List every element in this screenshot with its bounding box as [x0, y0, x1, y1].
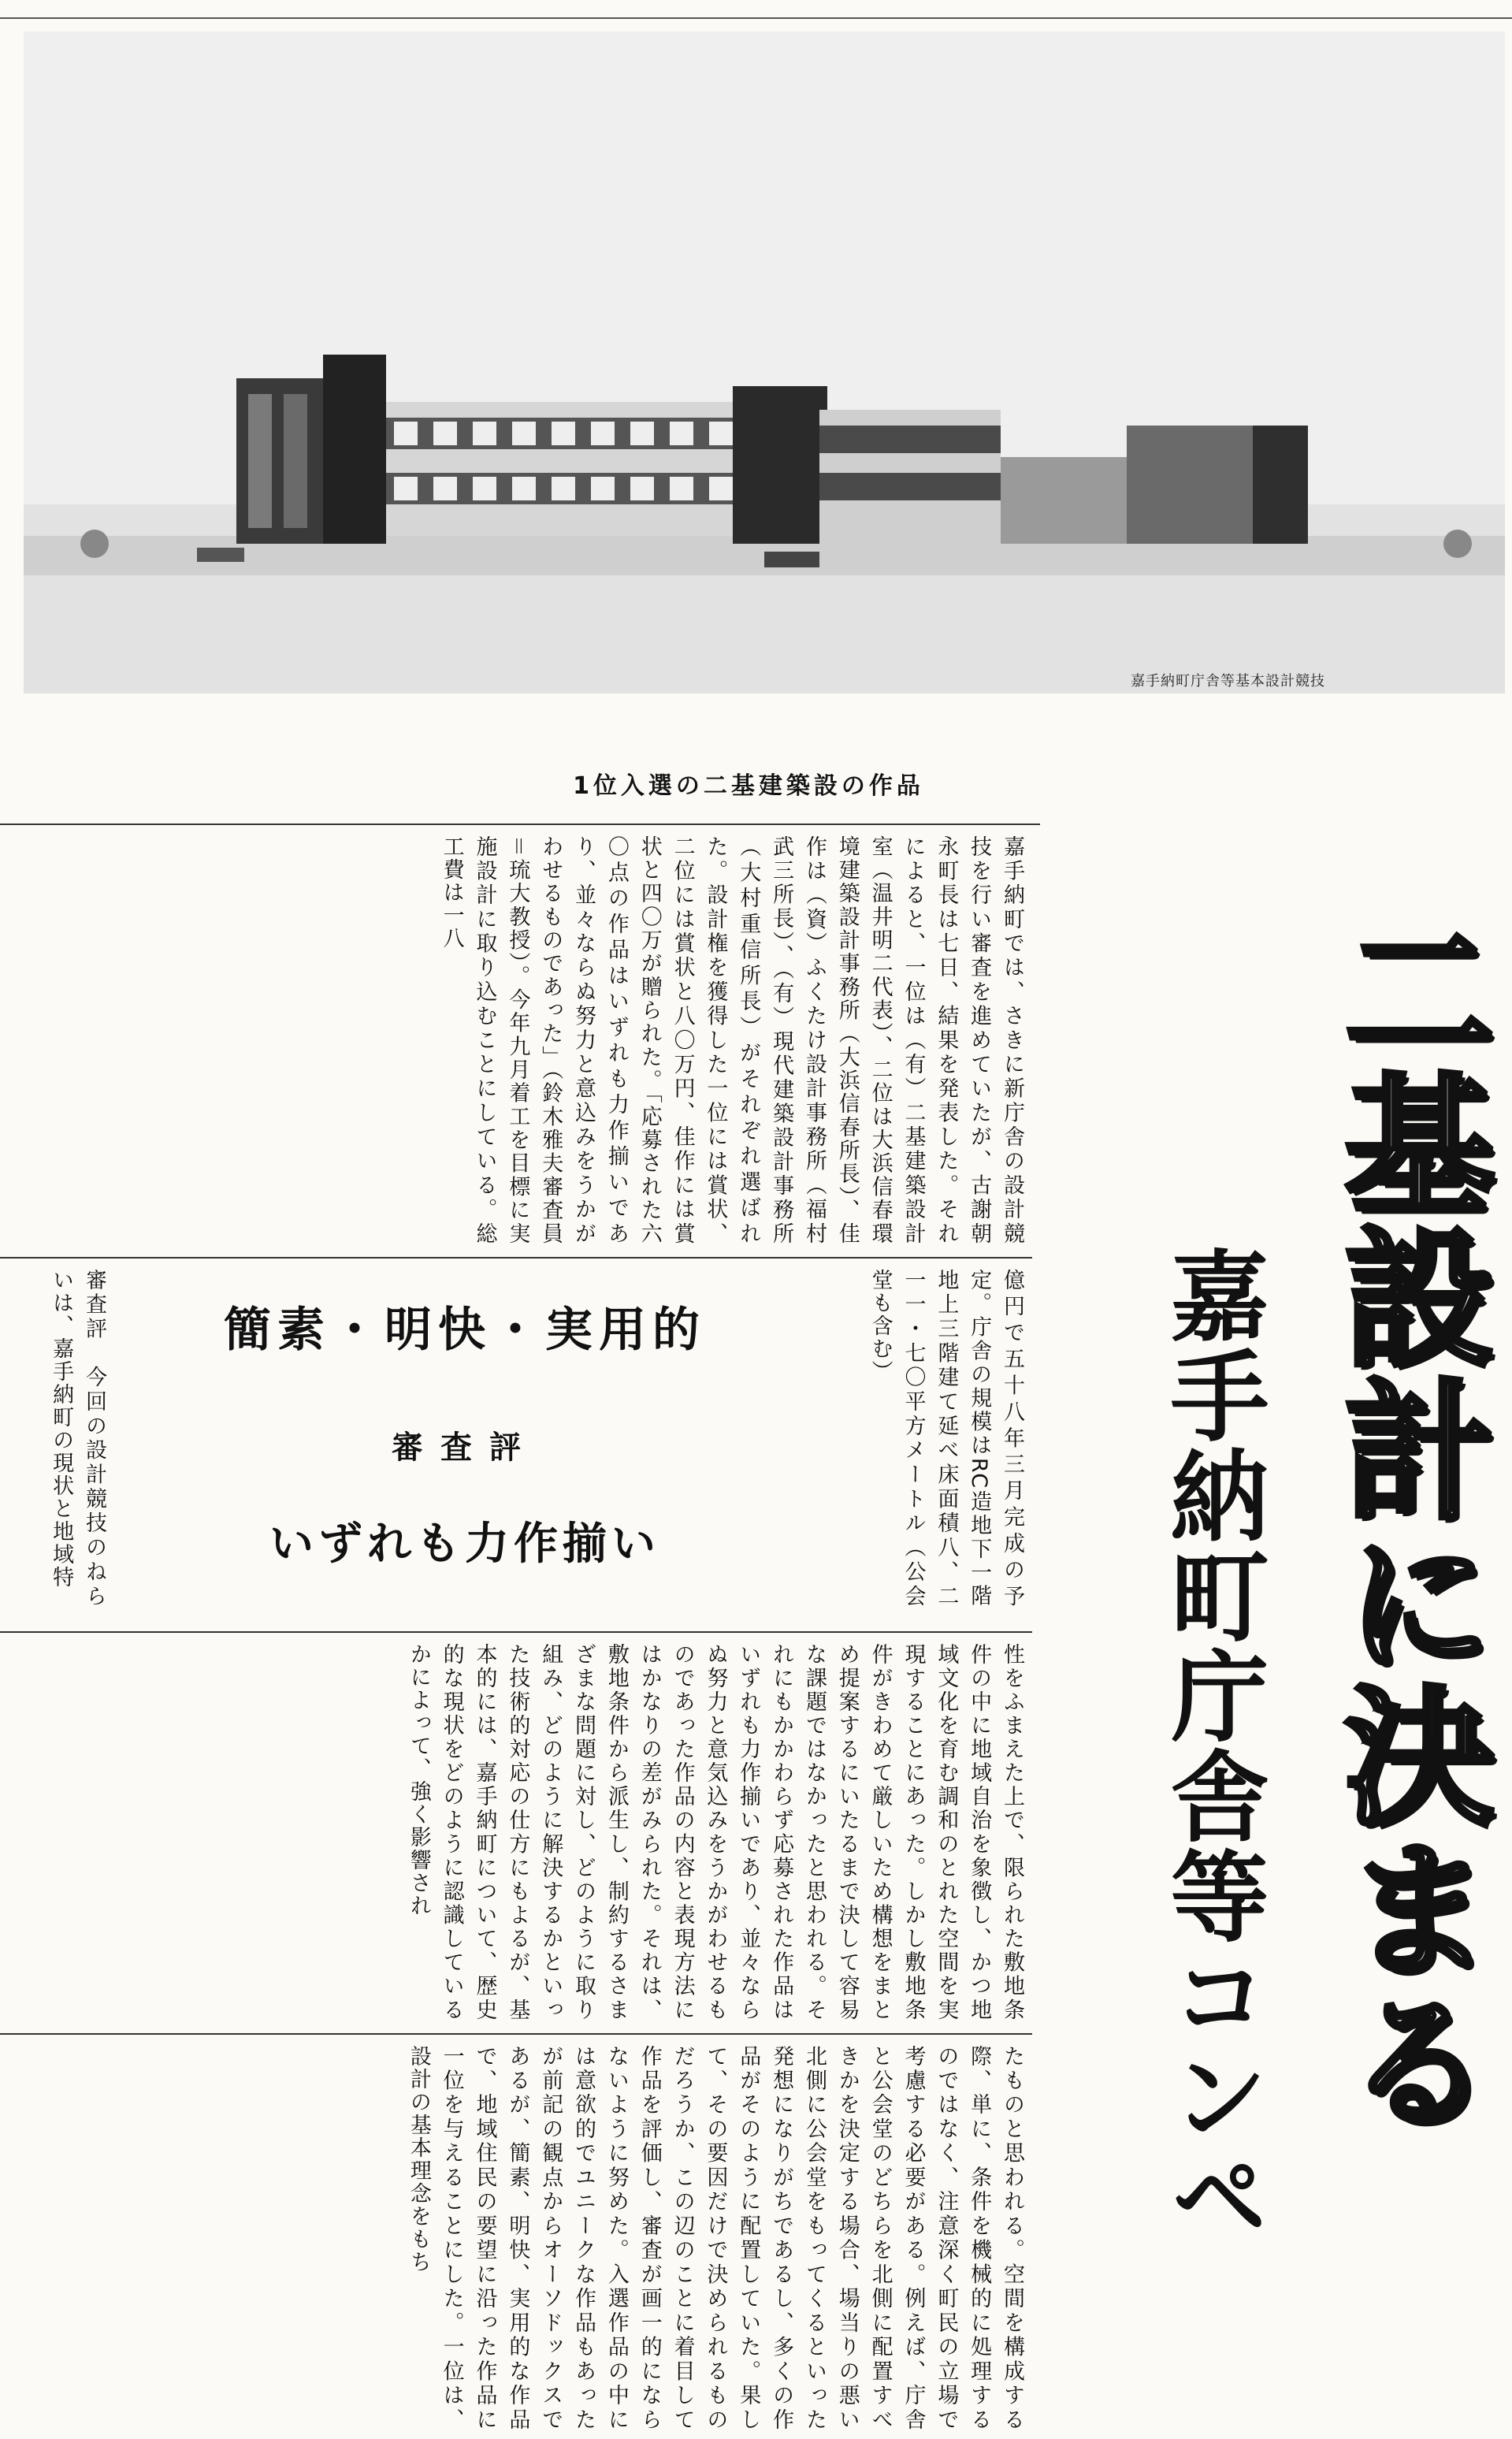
photo-credit: 嘉手納町庁舎等基本設計競技 [1131, 673, 1325, 690]
headline-sub: 嘉手納町庁舎等コンペ [1154, 1245, 1268, 2246]
review-box-subtitle: 審査評 [392, 1430, 538, 1466]
caption-rule [0, 824, 1040, 825]
review-box-tagline: いずれも力作揃い [269, 1519, 660, 1570]
article-col-5: たものと思われる。空間を構成する際、単に、条件を機械的に処理するのではなく、注意深く町民の立場で考慮する必要がある。例えば、庁舎と公会堂のどちらを北側に配置すべきかを決定する場合、場当りの悪い北側に公会堂をもってくるといった発想になりがちであるし、多くの作品がそのように配置していた。果して、その要因だけで決められるものだろうか、この辺のことに着目して作品を評価し、審査が画一的にならないように努めた。入選作品の中には意欲的でユニークな作品もあったが前記の観点からオーソドックスであるが、簡素、明快、実用的な作品で、地域住民の要望に沿った作品に一位を与えることにした。一位は、設計の基本理念をもち [406, 2045, 1024, 2432]
col-rule-1 [0, 1257, 1032, 1259]
review-box-title: 簡素・明快・実用的 [224, 1303, 706, 1358]
col-rule-3 [0, 2033, 1032, 2035]
photo-caption: 1位入選の二基建築設の作品 [573, 772, 924, 800]
building-photo [24, 32, 1505, 693]
headline-main: 二基設計に決まる [1320, 914, 1494, 2137]
article-col-2: 億円で五十八年三月完成の予定。庁舎の規模はRC造地下一階地上三階建て延べ床面積八、二一一・七〇平方メートル（公会堂も含む） [867, 1269, 1024, 1608]
col-rule-2 [0, 1631, 1032, 1633]
article-col-4: 性をふまえた上で、限られた敷地条件の中に地域自治を象徴し、かつ地域文化を育む調和のとれた空間を実現することにあった。しかし敷地条件がきわめて厳しいため構想をまとめ提案するにいたるまで決して容易な課題ではなかったと思われる。それにもかかわらず応募された作品はいずれも力作揃いであり、並々ならぬ努力と意気込みをうかがわせるものであった作品の内容と表現方法にはかなりの差がみられた。それは、敷地条件から派生し、制約するさまざまな問題に対し、どのように取り組み、どのように解決するかといった技術的対応の仕方にもよるが、基本的には、嘉手納町について、歴史的な現状をどのように認識しているかによって、強く影響され [406, 1643, 1024, 2021]
article-col-3: 審査評 今回の設計競技のねらいは、嘉手納町の現状と地域特 [49, 1269, 106, 1608]
article-col-1: 嘉手納町では、さきに新庁舎の設計競技を行い審査を進めていたが、古謝朝永町長は七日、結果を発表した。それによると、一位は（有）二基建築設計室（温井明二代表）、二位は大浜信春環境建築設計事務所（大浜信春所長）、佳作は（資）ふくたけ設計事務所（福村武三所長）、（有）現代建築設計事務所（大村重信所長）がそれぞれ選ばれた。設計権を獲得した一位には賞状、二位には賞状と八〇万円、佳作には賞状と四〇万が贈られた。「応募された六〇点の作品はいずれも力作揃いであり、並々ならぬ努力と意込みをうかがわせるものであった」（鈴木雅夫審査員＝琉大教授）。今年九月着工を目標に実施設計に取り込むことにしている。総工費は一八 [439, 835, 1024, 1245]
top-border [0, 17, 1512, 19]
